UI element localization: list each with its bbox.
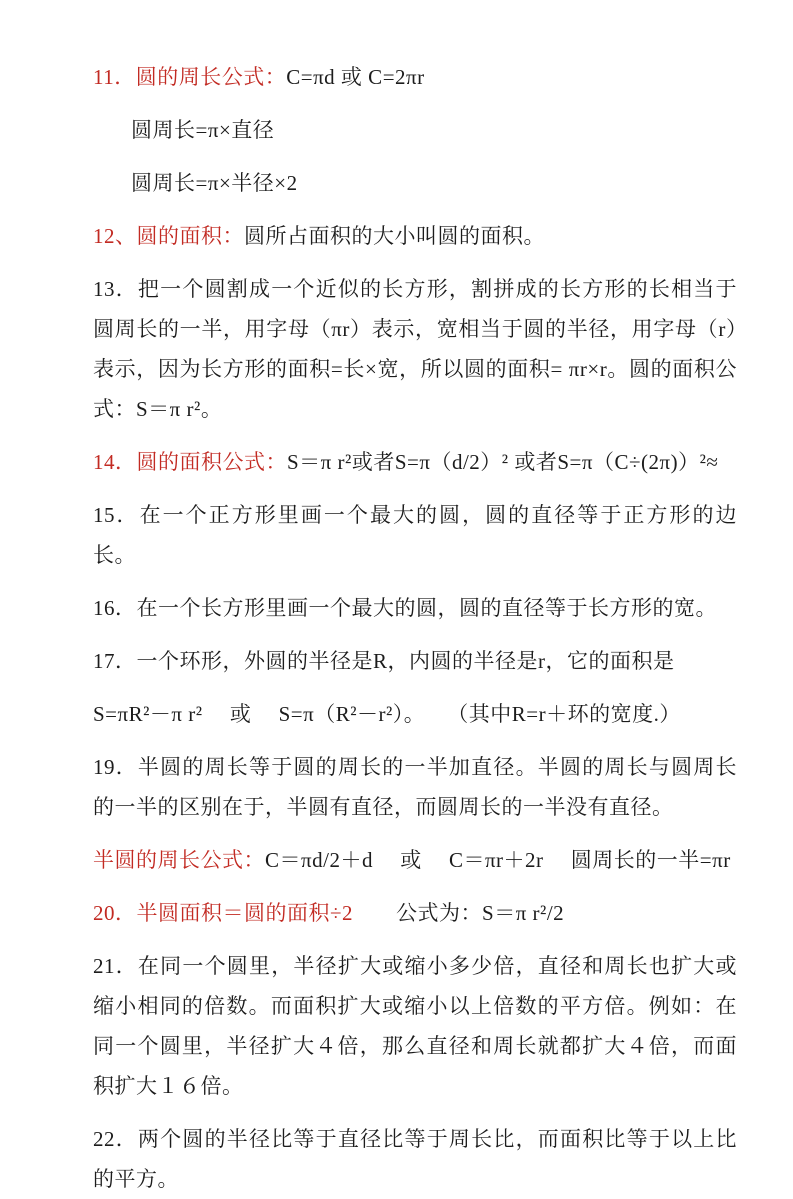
paragraph-14-text: S＝π r²或者S=π（d/2）² 或者S=π（C÷(2π)）²≈ — [287, 450, 719, 474]
paragraph-17-text: 17．一个环形，外圆的半径是R，内圆的半径是r，它的面积是 — [93, 649, 675, 673]
paragraph-11-subline-1 — [131, 110, 737, 150]
paragraph-13-text: 13．把一个圆割成一个近似的长方形，割拼成的长方形的长相当于圆周长的一半，用字母（πr）表示，宽相当于圆的半径，用字母（r）表示，因为长方形的面积=长×宽，所以圆的面积= πr×r。圆的面积公式：S＝π r²。 — [93, 277, 737, 421]
paragraph-17-formula-text: S=πR²－π r² 或 S=π（R²－r²）。 （其中R=r＋环的宽度.） — [93, 702, 681, 726]
paragraph-21-scaling-ratio — [93, 946, 737, 1106]
paragraph-20-text: 公式为：S＝π r²/2 — [353, 901, 565, 925]
paragraph-14-heading: 14．圆的面积公式： — [93, 450, 287, 474]
paragraph-21-text: 21．在同一个圆里，半径扩大或缩小多少倍，直径和周长也扩大或缩小相同的倍数。而面积扩大或缩小以上倍数的平方倍。例如：在同一个圆里，半径扩大４倍，那么直径和周长就都扩大４倍，而面积扩大１６倍。 — [93, 954, 737, 1098]
paragraph-16-rectangle-inscribed-circle — [93, 588, 737, 628]
paragraph-22-ratio-of-circles — [93, 1119, 737, 1199]
paragraph-17-ring-area — [93, 641, 737, 681]
paragraph-semicircle-perimeter-formula — [93, 840, 737, 880]
paragraph-11-text: C=πd 或 C=2πr — [286, 65, 425, 89]
paragraph-11-circle-circumference-formula — [93, 57, 737, 97]
paragraph-12-heading: 12、圆的面积： — [93, 224, 244, 248]
paragraph-12-circle-area — [93, 216, 737, 256]
paragraph-semicircle-text: C＝πd/2＋d 或 C＝πr＋2r 圆周长的一半=πr — [265, 848, 731, 872]
paragraph-13-rectangle-derivation — [93, 269, 737, 429]
paragraph-19-semicircle-perimeter — [93, 747, 737, 827]
paragraph-20-heading: 20．半圆面积＝圆的面积÷2 — [93, 901, 354, 925]
paragraph-15-square-inscribed-circle — [93, 495, 737, 575]
paragraph-17-ring-area-formula — [93, 694, 737, 734]
paragraph-12-text: 圆所占面积的大小叫圆的面积。 — [244, 224, 545, 248]
paragraph-11-subline-1-text: 圆周长=π×直径 — [131, 118, 275, 142]
paragraph-20-semicircle-area — [93, 893, 737, 933]
paragraph-11-subline-2-text: 圆周长=π×半径×2 — [131, 171, 298, 195]
paragraph-11-subline-2 — [131, 163, 737, 203]
paragraph-22-text: 22．两个圆的半径比等于直径比等于周长比，而面积比等于以上比的平方。 — [93, 1127, 737, 1191]
paragraph-11-heading: 11．圆的周长公式： — [93, 65, 287, 89]
paragraph-16-text: 16．在一个长方形里画一个最大的圆，圆的直径等于长方形的宽。 — [93, 596, 717, 620]
paragraph-15-text: 15．在一个正方形里画一个最大的圆，圆的直径等于正方形的边长。 — [93, 503, 737, 567]
paragraph-14-circle-area-formula — [93, 442, 737, 482]
paragraph-19-text: 19．半圆的周长等于圆的周长的一半加直径。半圆的周长与圆周长的一半的区别在于，半圆有直径，而圆周长的一半没有直径。 — [93, 755, 737, 819]
paragraph-semicircle-heading: 半圆的周长公式： — [93, 848, 265, 872]
